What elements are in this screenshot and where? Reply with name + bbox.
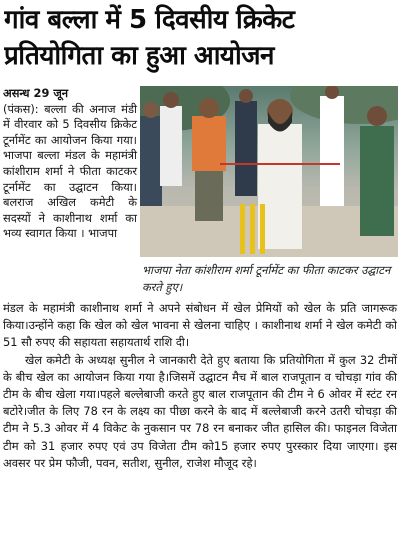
photo-illustration [140,86,398,257]
dateline: असन्ध 29 जून [3,86,69,100]
headline-line-2: प्रतियोगिता का हुआ आयोजन [4,41,274,71]
photo-caption: भाजपा नेता कांशीराम शर्मा टूर्नामेंट का फीता काटकर उद्घाटन करते हुए। [142,263,391,294]
headline-line-1: गांव बल्ला में 5 दिवसीय क्रिकेट [4,5,295,35]
body-paragraph-2: खेल कमेटी के अध्यक्ष सुनील ने जानकारी देते हुए बताया कि प्रतियोगिता में कुल 32 टीमों के बीच खेल का आयोजन किया गया है।जिसमें उद्घाटन मैच में बाल राजपूतान व चोचड़ा गांव की टीम के बीच खेला गया।पहले बल्लेबाजी करते हुए बाल राजपूतान की टीम ने 6 ओवर में स्टंट रन बटोरे।जीत के लिए 78 रन के लक्ष्य का पीछा करने के बाद में बल्लेबाजी करने उतरी चोचड़ा की टीम ने 5.3 ओवर में 4 विकेट के नुकसान पर 78 रन बनाकर जीत हासिल की। फाइनल विजेता टीम को 31 हजार रुपए एवं उप विजेता टीम को15 हजार रुपए पुरस्कार दिया जाएगा। इस अवसर पर प्रेम फौजी, पवन, सतीश, सुनील, राजेश मौजूद रहे। [3,352,397,470]
headline [4,2,396,74]
column-text: (पंकस): बल्ला की अनाज मंडी में वीरवार को 5 दिवसीय क्रिकेट टूर्नामेंट का आयोजन किया गया। भाजपा बल्ला मंडल के महामंत्री कांशीराम शर्मा ने फीता काटकर टूर्नामेंट का उद्घाटन किया।बलराज अखिल कमेटी के सदस्यों ने काशीनाथ शर्मा का भव्य स्वागत किया । भाजपा [3,101,137,241]
body-paragraph-1: मंडल के महामंत्री काशीनाथ शर्मा ने अपने संबोधन में खेल प्रेमियों को खेल के प्रति जागरूक किया।उन्होंने कहा कि खेल को खेल भावना से खेलना चाहिए । काशीनाथ शर्मा ने खेल कमेटी को 51 सौ रुपए की सहायता सहायतार्थ राशि दी। [3,301,397,350]
article-left-column [3,86,137,242]
news-photo [140,86,398,257]
article-body [3,300,397,472]
